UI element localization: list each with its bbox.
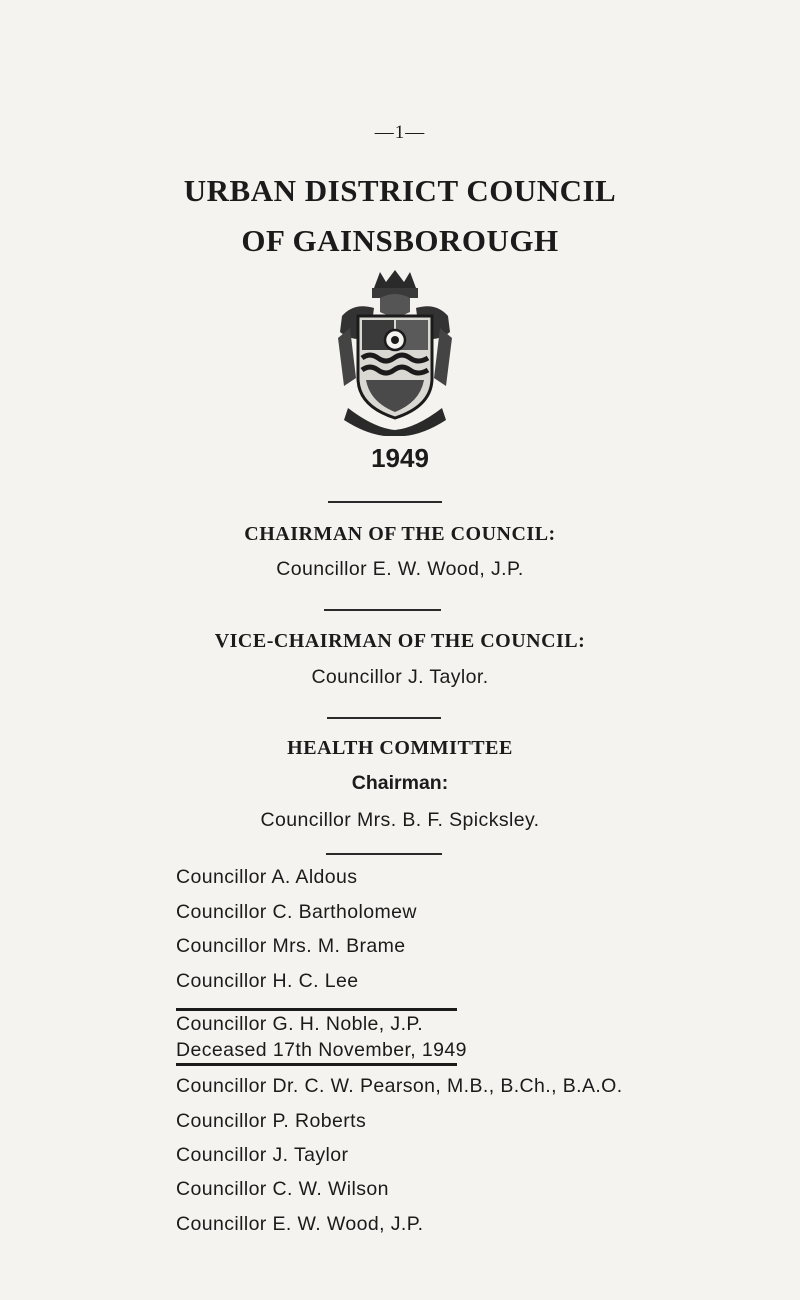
coat-of-arms-icon: [334, 268, 456, 436]
committee-member: Councillor G. H. Noble, J.P.: [176, 1013, 424, 1035]
deceased-note: Deceased 17th November, 1949: [176, 1039, 467, 1061]
divider-rule: [326, 853, 442, 855]
committee-member: Councillor Dr. C. W. Pearson, M.B., B.Ch., B.A.O.: [176, 1075, 623, 1097]
committee-member: Councillor C. W. Wilson: [176, 1178, 389, 1200]
committee-member: Councillor A. Aldous: [176, 866, 358, 888]
divider-rule: [324, 609, 441, 611]
vice-chairman-name: Councillor J. Taylor.: [311, 666, 489, 688]
year: 1949: [371, 443, 429, 473]
chairman-name: Councillor E. W. Wood, J.P.: [276, 558, 524, 580]
committee-chairman-name: Councillor Mrs. B. F. Spicksley.: [260, 809, 540, 831]
vice-chairman-heading: VICE-CHAIRMAN OF THE COUNCIL:: [214, 630, 586, 652]
title-line-2: OF GAINSBOROUGH: [241, 223, 559, 258]
deceased-rule-top: [176, 1008, 457, 1011]
deceased-rule-bottom: [176, 1063, 457, 1066]
committee-member: Councillor P. Roberts: [176, 1110, 367, 1132]
health-committee-heading: HEALTH COMMITTEE: [287, 737, 513, 759]
committee-chairman-label: Chairman:: [351, 772, 449, 794]
committee-member: Councillor H. C. Lee: [176, 970, 359, 992]
page-number: —1—: [374, 122, 426, 143]
divider-rule: [328, 501, 442, 503]
committee-member: Councillor Mrs. M. Brame: [176, 935, 406, 957]
title-line-1: URBAN DISTRICT COUNCIL: [183, 173, 617, 208]
committee-member: Councillor J. Taylor: [176, 1144, 349, 1166]
divider-rule: [327, 717, 441, 719]
committee-member: Councillor C. Bartholomew: [176, 901, 417, 923]
chairman-heading: CHAIRMAN OF THE COUNCIL:: [244, 523, 556, 545]
committee-member: Councillor E. W. Wood, J.P.: [176, 1213, 424, 1235]
